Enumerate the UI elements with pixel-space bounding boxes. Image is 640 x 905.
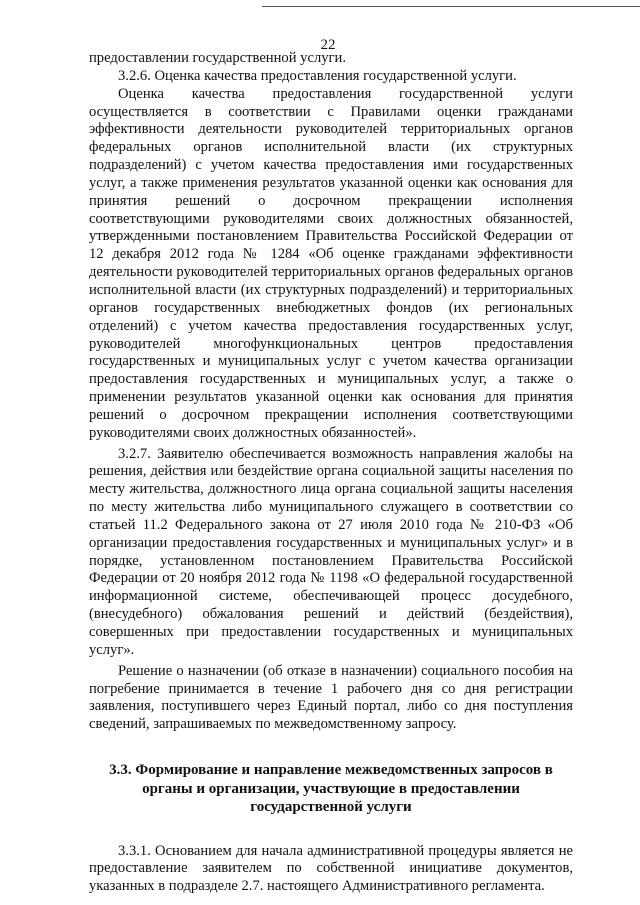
- document-body: [89, 50, 573, 896]
- top-scan-rule: [262, 6, 640, 7]
- paragraph-continuation: предоставлении государственной услуги.: [89, 50, 346, 66]
- page-number: 22: [320, 37, 336, 53]
- paragraph-3-2-7: 3.2.7. Заявителю обеспечивается возможность направления жалобы на решения, действия или бездействие органа социальной защиты населения по месту жительства, должностного лица органа социальной защиты населения по месту жительства либо муниципального служащего в соответствии со статьей 11.2 Федерального закона от 27 июля 2010 года № 210-ФЗ «Об организации предоставления государственных и муниципальных услуг» и в порядке, установленном постановлением Правительства Российской Федерации от 20 ноября 2012 года № 1198 «О федеральной государственной информационной системе, обеспечивающей процесс досудебного, (внесудебного) обжалования решений и действий (бездействия), совершенных при предоставлении государственных и муниципальных услуг».: [89, 445, 573, 658]
- paragraph-3-2-6-title: 3.2.6. Оценка качества предоставления государственной услуги.: [118, 67, 517, 84]
- paragraph-quality-assessment: Оценка качества предоставления государственной услуги осуществляется в соответствии с Правилами оценки гражданами эффективности деятельности руководителей территориальных органов федеральных органов исполнительной власти (их структурных подразделений) с учетом качества предоставления ими государственных услуг, а также применения результатов указанной оценки как основания для принятия решений о досрочном прекращении исполнения соответствующими руководителями своих должностных обязанностей, утвержденными постановлением Правительства Российской Федерации от 12 декабря 2012 года № 1284 «Об оценке гражданами эффективности деятельности руководителей территориальных органов федеральных органов исполнительной власти (их структурных подразделений) и территориальных органов государственных внебюджетных фондов (их региональных отделений) с учетом качества предоставления государственных услуг, руководителей многофункциональных центров предоставления государственных и муниципальных услуг с учетом качества организации предоставления государственных и муниципальных услуг, а также о применении результатов указанной оценки как основания для принятия решений о досрочном прекращении исполнения соответствующими руководителями своих должностных обязанностей».: [89, 85, 573, 441]
- section-heading-3-3: 3.3. Формирование и направление межведомственных запросов в органы и организации, участвующие в предоставлении государственной услуги: [109, 762, 553, 816]
- paragraph-decision: Решение о назначении (об отказе в назначении) социального пособия на погребение принимается в течение 1 рабочего дня со дня регистрации заявления, поступившего через Единый портал, либо со дня поступления сведений, запрашиваемых по межведомственному запросу.: [89, 662, 573, 733]
- paragraph-3-3-1: 3.3.1. Основанием для начала административной процедуры является не предоставление заявителем по собственной инициативе документов, указанных в подразделе 2.7. настоящего Административного регламента.: [89, 842, 573, 895]
